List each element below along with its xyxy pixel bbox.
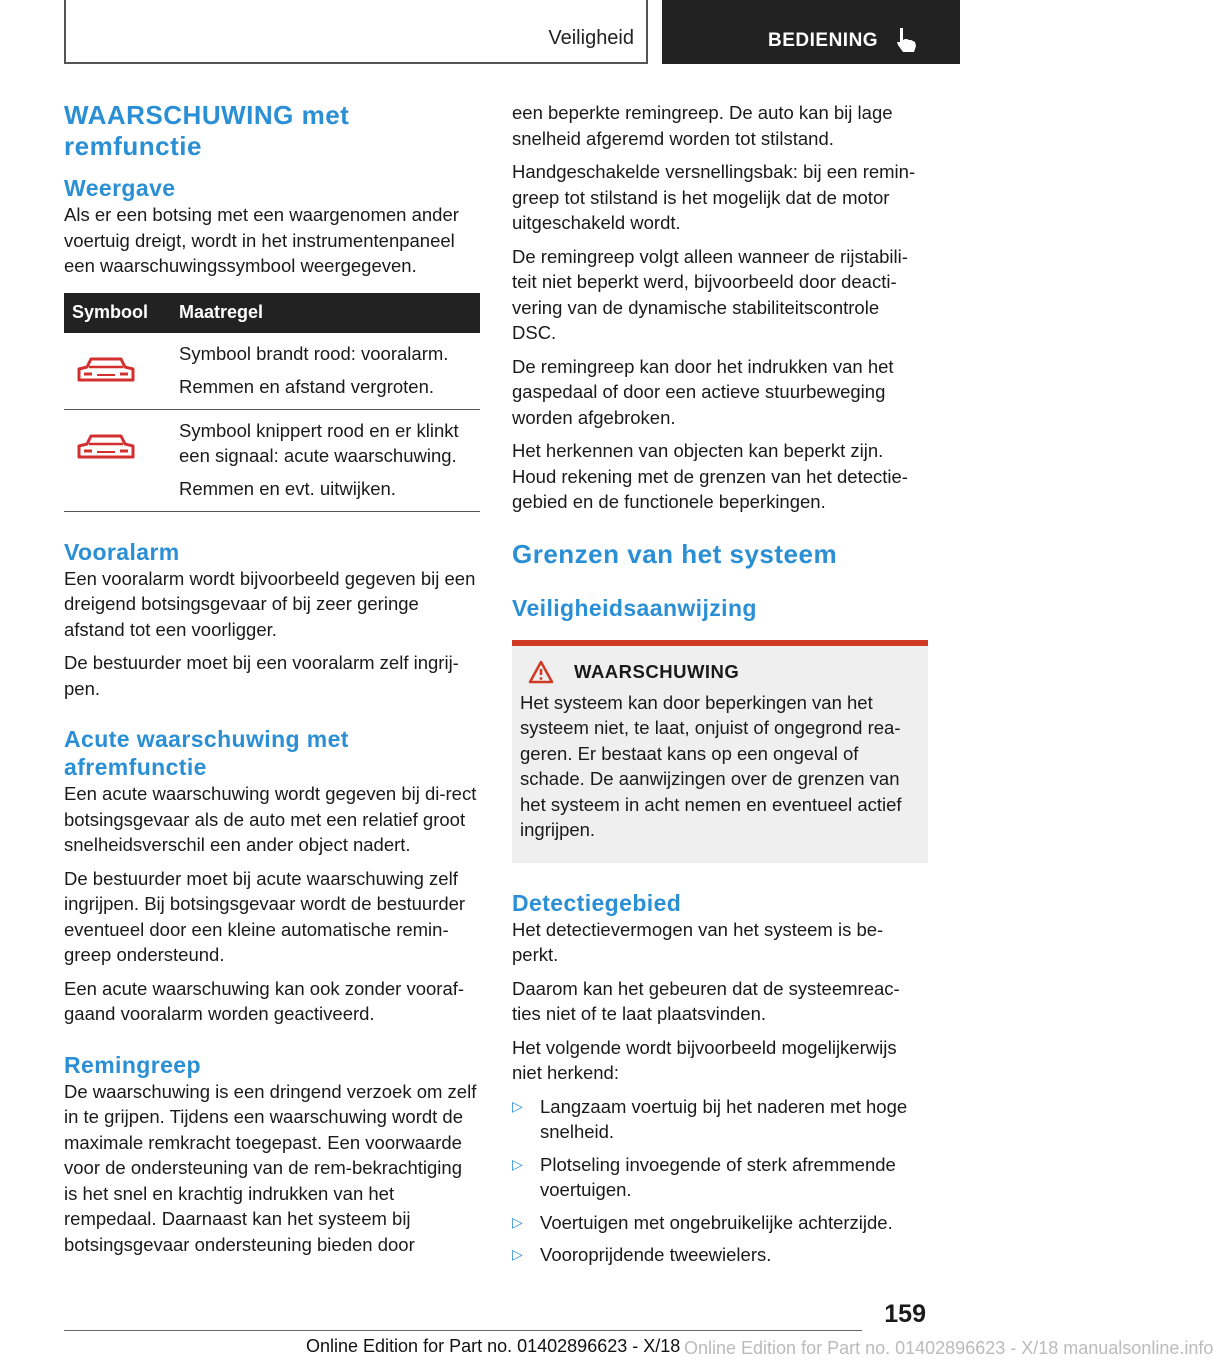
detectie-text-2: Daarom kan het gebeuren dat de systeemreac-ties niet of te laat plaatsvinden. — [512, 977, 900, 1024]
table-row — [64, 409, 480, 511]
heading-remingreep: Remingreep — [64, 1051, 201, 1078]
warning-title: WAARSCHUWING — [574, 660, 740, 682]
heading-acute-waarschuwing: Acute waarschuwing met afremfunctie — [64, 726, 349, 780]
triangle-bullet-icon: ▷ — [512, 1155, 523, 1172]
heading-detectiegebied: Detectiegebied — [512, 889, 682, 916]
symbol-cell — [64, 409, 171, 511]
header-chapter-label: BEDIENING — [768, 30, 879, 51]
measure-line: Symbool knippert rood en er klinkt een signaal: acute waarschuwing. — [179, 419, 459, 466]
warning-box — [512, 640, 928, 863]
remingreep-text: De waarschuwing is een dringend verzoek om zelf in te grijpen. Tijdens een waarschuwing wordt de maximale remkracht toegepast. Een voorwaarde voor de ondersteuning van de rem-bekrachtiging is het snel en krachtig indrukken van het rempedaal. Daarnaast kan het systeem bij botsingsgevaar ondersteuning bieden door — [64, 1080, 477, 1255]
warning-triangle-icon — [528, 660, 554, 684]
table-row — [64, 333, 480, 410]
table-header-row — [64, 293, 480, 333]
list-item — [512, 1242, 928, 1268]
header-section-label: Veiligheid — [548, 27, 634, 49]
measure-line: Symbool brandt rood: vooralarm. — [179, 342, 449, 364]
list-item-text: Plotseling invoegende of sterk afremmende voertuigen. — [540, 1153, 896, 1200]
warning-text: Het systeem kan door beperkingen van het systeem niet, te laat, onjuist of ongegrond rea-geren. Er bestaat kans op een ongeval of schade. De aanwijzingen over de grenzen van het systeem in acht nemen en eventueel actief ingrijpen. — [520, 691, 902, 840]
detectie-text-3: Het volgende wordt bijvoorbeeld mogelijkerwijs niet herkend: — [512, 1036, 897, 1083]
acute-text-3: Een acute waarschuwing kan ook zonder vooraf-gaand vooralarm worden geactiveerd. — [64, 977, 465, 1024]
car-warning-icon — [75, 355, 137, 385]
pointing-hand-icon — [894, 26, 920, 54]
detectie-text-1: Het detectievermogen van het systeem is be-perkt. — [512, 918, 884, 965]
list-item — [512, 1152, 928, 1203]
list-item-text: Vooroprijdende tweewielers. — [540, 1244, 772, 1265]
list-item-text: Langzaam voertuig bij het naderen met hoge snelheid. — [540, 1095, 908, 1142]
page-number: 159 — [884, 1300, 926, 1328]
triangle-bullet-icon: ▷ — [512, 1246, 523, 1262]
list-item — [512, 1094, 928, 1145]
remingreep-continued-text: een beperkte remingreep. De auto kan bij lage snelheid afgeremd worden tot stilstand. — [512, 102, 893, 149]
right-column — [512, 100, 928, 1275]
acute-text-2: De bestuurder moet bij acute waarschuwing zelf ingrijpen. Bij botsingsgevaar wordt de bestuurder eventueel door een kleine automatische remin-greep ondersteund. — [64, 867, 466, 965]
footer-divider — [64, 1330, 862, 1331]
recognition-text: Het herkennen van objecten kan beperkt zijn. Houd rekening met de grenzen van het detectie-gebied en de functionele beperkingen. — [512, 440, 908, 512]
section-title-waarschuwing: WAARSCHUWING met remfunctie — [64, 100, 350, 161]
measure-cell — [171, 333, 480, 410]
heading-veiligheidsaanwijzing: Veiligheidsaanwijzing — [512, 594, 757, 621]
footer-watermark: Online Edition for Part no. 01402896623 - X/18 manualsonline.info — [684, 1338, 1213, 1358]
vooralarm-text-1: Een vooralarm wordt bijvoorbeeld gegeven bij een dreigend botsingsgevaar of bij zeer geringe afstand tot een voorligger. — [64, 567, 476, 640]
manual-gearbox-text: Handgeschakelde versnellingsbak: bij een remin-greep tot stilstand is het mogelijk dat de motor uitgeschakeld wordt. — [512, 161, 916, 233]
left-column — [64, 100, 480, 1257]
footer-edition: Online Edition for Part no. 01402896623 - X/18 — [306, 1336, 681, 1356]
measure-cell — [171, 409, 480, 511]
symbol-cell — [64, 333, 171, 410]
section-title-grenzen: Grenzen van het systeem — [512, 538, 838, 569]
list-item-text: Voertuigen met ongebruikelijke achterzijde. — [540, 1211, 893, 1233]
measure-line: Remmen en afstand vergroten. — [179, 375, 435, 397]
car-warning-icon — [75, 432, 137, 462]
measure-line: Remmen en evt. uitwijken. — [179, 477, 396, 499]
warning-title-row — [528, 660, 920, 684]
triangle-bullet-icon: ▷ — [512, 1213, 523, 1230]
weergave-text: Als er een botsing met een waargenomen ander voertuig dreigt, wordt in het instrumentenpaneel een waarschuwingssymbool weergegeven. — [64, 204, 459, 276]
abort-text: De remingreep kan door het indrukken van het gaspedaal of door een actieve stuurbeweging worden afgebroken. — [512, 355, 894, 428]
list-item — [512, 1210, 928, 1236]
table-header-symbool: Symbool — [64, 293, 171, 333]
acute-text-1: Een acute waarschuwing wordt gegeven bij di-rect botsingsgevaar als de auto met een relatief groot snelheidsverschil een ander object nadert. — [64, 783, 477, 855]
detectie-list — [512, 1094, 928, 1268]
vooralarm-text-2: De bestuurder moet bij een vooralarm zelf ingrij-pen. — [64, 652, 459, 699]
header-section-tab — [64, 0, 648, 64]
stability-text: De remingreep volgt alleen wanneer de rijstabili-teit niet beperkt werd, bijvoorbeeld door deacti-vering van de dynamische stabiliteitscontrole DSC. — [512, 245, 908, 343]
triangle-bullet-icon: ▷ — [512, 1097, 523, 1114]
heading-weergave: Weergave — [64, 175, 176, 201]
header-chapter-tab — [662, 0, 960, 64]
table-header-maatregel: Maatregel — [171, 293, 480, 333]
heading-vooralarm: Vooralarm — [64, 538, 180, 565]
symbol-table — [64, 293, 480, 512]
